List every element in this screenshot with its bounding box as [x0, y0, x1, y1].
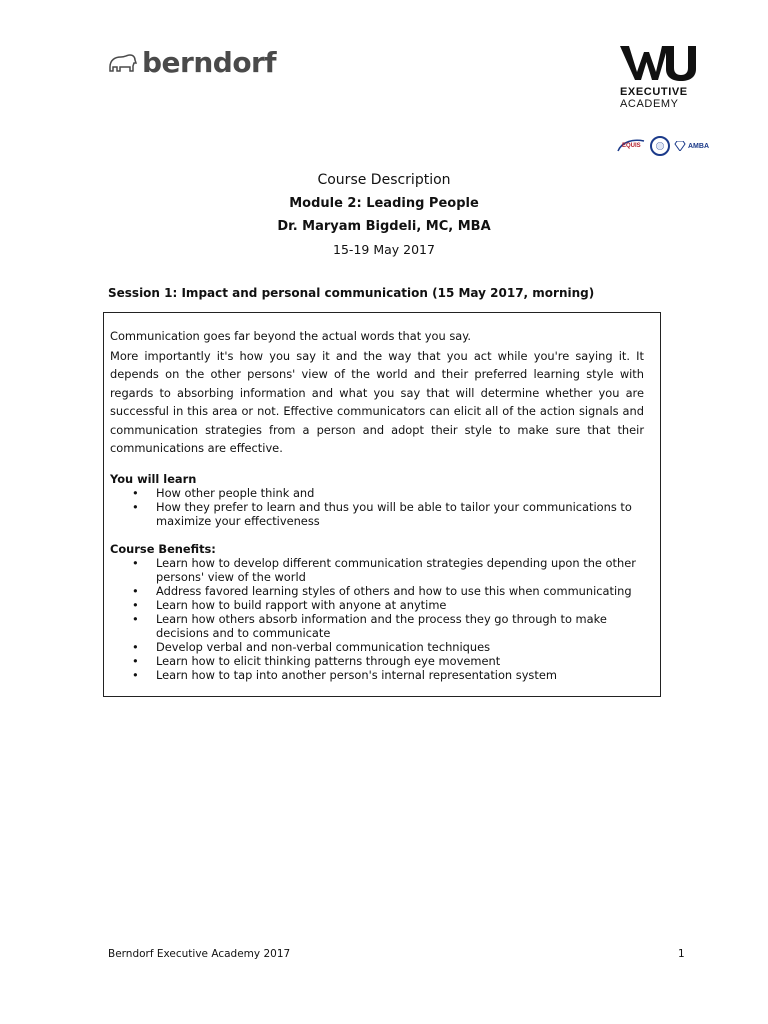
list-item-text: Address favored learning styles of others and how to use this when communicating — [156, 583, 632, 598]
learn-list — [110, 486, 644, 528]
list-item — [110, 486, 644, 500]
bullet-icon: • — [132, 597, 139, 612]
session-heading: Session 1: Impact and personal communication (15 May 2017, morning) — [108, 286, 595, 300]
list-item-text: How other people think and — [156, 485, 315, 500]
list-item — [110, 556, 644, 584]
logo-executive-text: EXECUTIVE — [620, 86, 688, 98]
learn-heading: You will learn — [110, 471, 197, 486]
equis-badge-icon — [616, 137, 646, 155]
list-item-text: Learn how to develop different communication strategies depending upon the other persons' view of the world — [156, 555, 636, 584]
bear-icon — [108, 51, 138, 73]
footer-text: Berndorf Executive Academy 2017 — [108, 948, 291, 960]
bullet-icon: • — [132, 555, 139, 570]
aacsb-seal-icon — [650, 136, 670, 156]
list-item — [110, 654, 644, 668]
course-dates: 15-19 May 2017 — [333, 242, 435, 257]
module-title: Module 2: Leading People — [289, 196, 479, 211]
diamond-icon — [674, 141, 686, 151]
benefits-heading: Course Benefits: — [110, 541, 216, 556]
list-item-text: Learn how to build rapport with anyone at anytime — [156, 597, 447, 612]
wu-logo-mark — [620, 44, 696, 82]
equis-text: EQUIS — [622, 143, 641, 149]
list-item-text: How they prefer to learn and thus you will be able to tailor your communications to maximize your effectiveness — [156, 499, 632, 528]
page-number: 1 — [678, 948, 685, 960]
list-item-text: Develop verbal and non-verbal communication techniques — [156, 639, 491, 654]
intro-paragraph: More importantly it's how you say it and the way that you act while you're saying it. It depends on the other persons' view of the world and their preferred learning style with regards to absorbing information and what you say that will determine whether you are successful in this area or not. Effective communicators can elicit all of the action signals and communication strategies from a person and adopt their style to make sure that their communications are effective. — [110, 348, 644, 455]
wu-executive-academy-logo — [620, 44, 720, 110]
bullet-icon: • — [132, 639, 139, 654]
berndorf-logo — [108, 46, 276, 78]
accreditation-logos — [616, 136, 709, 156]
instructor-name: Dr. Maryam Bigdeli, MC, MBA — [277, 219, 491, 234]
session-description-box — [103, 312, 661, 697]
bullet-icon: • — [132, 653, 139, 668]
bullet-icon: • — [132, 499, 139, 514]
bullet-icon: • — [132, 667, 139, 682]
document-title: Course Description — [317, 172, 451, 188]
bullet-icon: • — [132, 583, 139, 598]
list-item — [110, 598, 644, 612]
amba-badge — [674, 141, 709, 151]
list-item — [110, 640, 644, 654]
amba-text: AMBA — [688, 142, 709, 150]
list-item — [110, 668, 644, 682]
intro-line: Communication goes far beyond the actual words that you say. — [110, 329, 471, 343]
list-item-text: Learn how others absorb information and the process they go through to make decisions and to communicate — [156, 611, 607, 640]
bullet-icon: • — [132, 611, 139, 626]
list-item-text: Learn how to elicit thinking patterns through eye movement — [156, 653, 501, 668]
list-item — [110, 500, 644, 528]
list-item — [110, 584, 644, 598]
logo-academy-text: ACADEMY — [620, 98, 679, 110]
list-item-text: Learn how to tap into another person's internal representation system — [156, 667, 557, 682]
berndorf-wordmark: berndorf — [142, 45, 277, 79]
list-item — [110, 612, 644, 640]
bullet-icon: • — [132, 485, 139, 500]
benefits-list — [110, 556, 644, 682]
